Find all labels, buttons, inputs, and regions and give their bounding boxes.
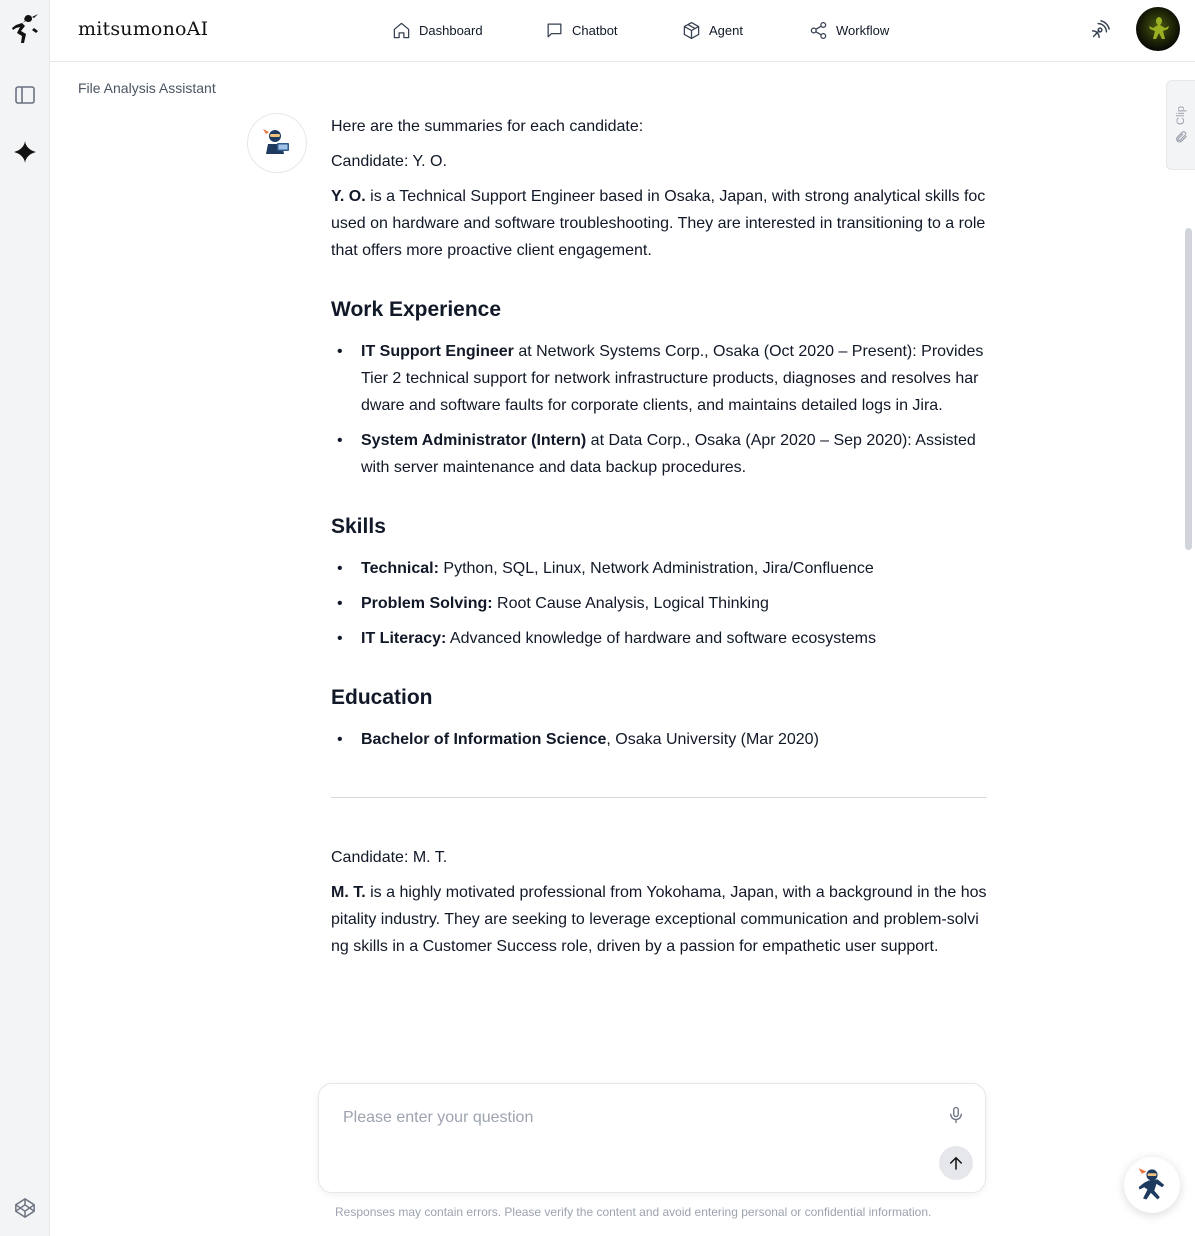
- work-detail: at Network Systems Corp., Osaka (Oct 2020 – Present): Provides Tier 2 technical support for network infrastructure products, diagnoses and resolves hardware and software faults for corporate clients, and maintains detailed logs in Jira.: [361, 343, 984, 414]
- nav-agent[interactable]: [682, 18, 743, 42]
- sidebar-toggle-icon[interactable]: [10, 80, 40, 110]
- section-heading-education: Education: [331, 686, 433, 709]
- work-role: System Administrator (Intern): [361, 432, 587, 449]
- ninja-logo-icon[interactable]: [10, 14, 40, 44]
- bot-avatar: [247, 113, 307, 173]
- work-role: IT Support Engineer: [361, 343, 514, 360]
- candidate-name: M. T.: [331, 884, 366, 901]
- work-detail: at Data Corp., Osaka (Apr 2020 – Sep 2020): Assisted with server maintenance and data backup procedures.: [361, 432, 976, 476]
- education-list: [331, 726, 987, 753]
- nav-workflow-label: Workflow: [836, 22, 890, 38]
- list-item: [361, 427, 987, 481]
- broadcast-icon[interactable]: [1087, 17, 1113, 43]
- skills-list: [331, 555, 987, 652]
- section-heading-work: Work Experience: [331, 298, 502, 321]
- cube-icon: [682, 21, 701, 40]
- clip-tab[interactable]: [1166, 80, 1195, 170]
- education-degree: Bachelor of Information Science: [361, 731, 607, 748]
- divider: [331, 797, 987, 798]
- nav-workflow[interactable]: [809, 18, 889, 42]
- user-avatar[interactable]: [1136, 7, 1180, 51]
- skill-value: Advanced knowledge of hardware and software ecosystems: [446, 630, 876, 647]
- skill-label: Problem Solving:: [361, 595, 493, 612]
- nav-agent-label: Agent: [709, 22, 743, 38]
- list-item: [361, 590, 987, 617]
- sparkle-icon[interactable]: [10, 137, 40, 167]
- candidate-summary-text: is a Technical Support Engineer based in Osaka, Japan, with strong analytical skills focused on hardware and software troubleshooting. They are interested in transitioning to a role that offers more proactive client engagement.: [331, 188, 986, 259]
- question-input[interactable]: [343, 1106, 903, 1130]
- list-item: [361, 726, 987, 753]
- skill-label: Technical:: [361, 560, 439, 577]
- nav-dashboard[interactable]: [392, 18, 483, 42]
- left-rail: [0, 0, 50, 1236]
- list-item: [361, 338, 987, 419]
- candidate-heading: Candidate: M. T.: [331, 849, 448, 866]
- arrow-up-icon: [947, 1154, 965, 1172]
- paperclip-icon: [1174, 130, 1188, 144]
- floating-assistant-button[interactable]: [1124, 1157, 1180, 1213]
- skill-value: Python, SQL, Linux, Network Administration, Jira/Confluence: [438, 560, 874, 577]
- assistant-message: [331, 113, 987, 968]
- candidate-summary-text: is a highly motivated professional from Yokohama, Japan, with a background in the hospitality industry. They are seeking to leverage exceptional communication and problem-solving skills in a Customer Success role, driven by a passion for empathetic user support.: [331, 884, 987, 955]
- candidate-summary: [331, 183, 987, 264]
- list-item: [361, 625, 987, 652]
- chat-bubble-icon: [545, 21, 564, 40]
- top-header: [50, 0, 1195, 62]
- list-item: [361, 555, 987, 582]
- nav-chatbot[interactable]: [545, 18, 618, 42]
- candidate-heading: Candidate: Y. O.: [331, 153, 447, 170]
- chat-composer: [318, 1083, 986, 1193]
- work-list: [331, 338, 987, 481]
- ninja-mascot-icon: [1133, 1166, 1171, 1204]
- breadcrumb: File Analysis Assistant: [78, 80, 216, 96]
- home-icon: [392, 21, 411, 40]
- section-heading-skills: Skills: [331, 515, 386, 538]
- share-nodes-icon: [809, 21, 828, 40]
- nav-dashboard-label: Dashboard: [419, 22, 483, 38]
- clip-label: Clip: [1175, 105, 1187, 125]
- candidate-summary: [331, 879, 987, 960]
- nav-chatbot-label: Chatbot: [572, 22, 618, 38]
- skill-value: Root Cause Analysis, Logical Thinking: [492, 595, 769, 612]
- send-button[interactable]: [939, 1146, 973, 1180]
- brand-name[interactable]: mitsumonoAI: [78, 18, 209, 40]
- education-detail: , Osaka University (Mar 2020): [606, 731, 819, 748]
- skill-label: IT Literacy:: [361, 630, 447, 647]
- ninja-bot-icon: [260, 126, 294, 160]
- message-intro: Here are the summaries for each candidate:: [331, 118, 644, 135]
- candidate-name: Y. O.: [331, 188, 366, 205]
- scrollbar-thumb[interactable]: [1185, 228, 1192, 550]
- microphone-icon[interactable]: [945, 1104, 967, 1126]
- disclaimer-text: Responses may contain errors. Please verify the content and avoid entering personal or confidential information.: [335, 1205, 932, 1219]
